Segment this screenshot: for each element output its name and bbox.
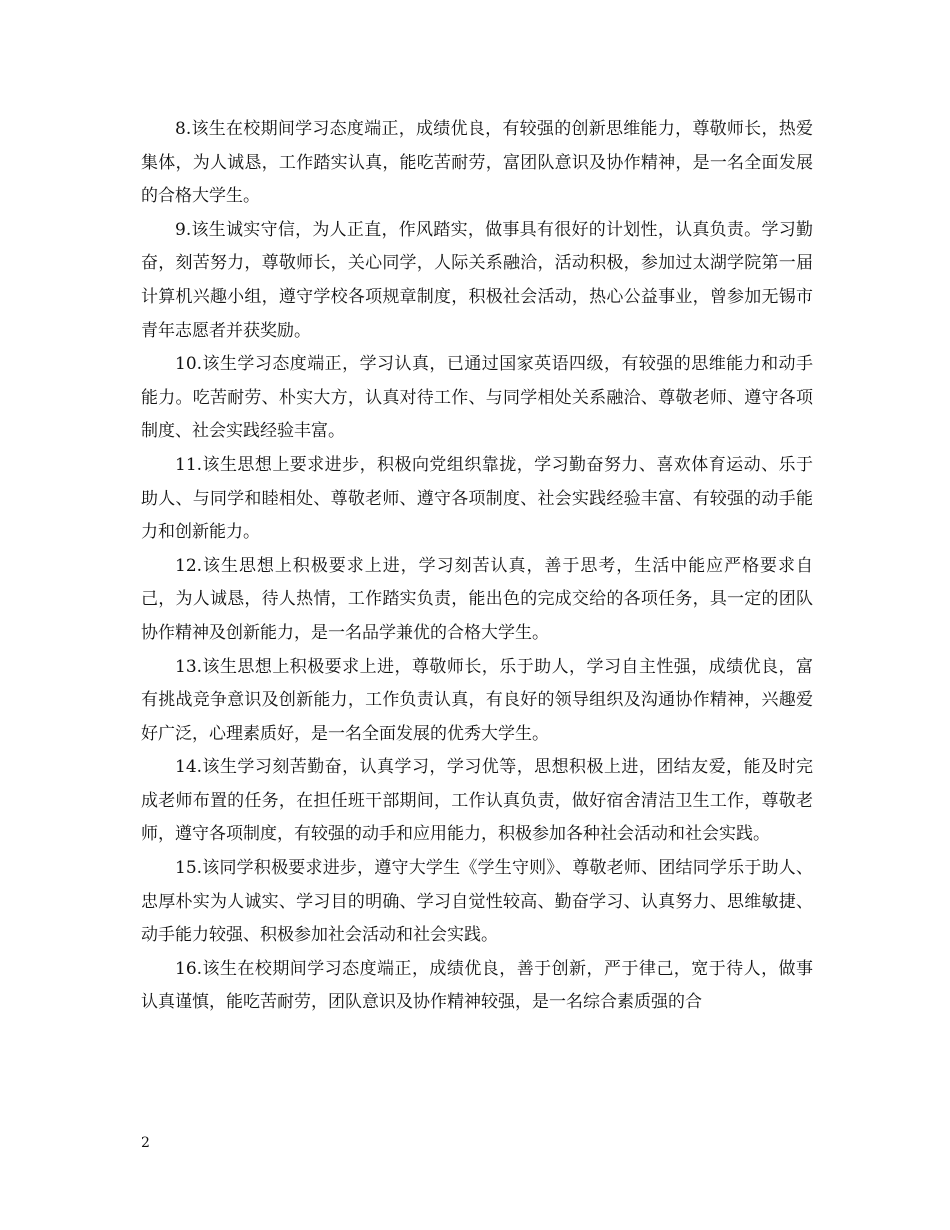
page-number: 2: [141, 1135, 150, 1151]
paragraph-10: 10.该生学习态度端正，学习认真，已通过国家英语四级，有较强的思维能力和动手能力。吃苦耐劳、朴实大方，认真对待工作、与同学相处关系融洽、尊敬老师、遵守各项制度、社会实践经验丰富。: [141, 354, 813, 442]
paragraph-8: 8.该生在校期间学习态度端正，成绩优良，有较强的创新思维能力，尊敬师长，热爱集体，为人诚恳，工作踏实认真，能吃苦耐劳，富团队意识及协作精神，是一名全面发展的合格大学生。: [141, 119, 813, 207]
paragraph-15: 15.该同学积极要求进步，遵守大学生《学生守则》、尊敬老师、团结同学乐于助人、忠厚朴实为人诚实、学习目的明确、学习自觉性较高、勤奋学习、认真努力、思维敏捷、动手能力较强、积极参加社会活动和社会实践。: [141, 858, 813, 946]
document-body: [141, 113, 813, 1020]
paragraph-16: 16.该生在校期间学习态度端正，成绩优良，善于创新，严于律己，宽于待人，做事认真谨慎，能吃苦耐劳，团队意识及协作精神较强，是一名综合素质强的合: [141, 958, 813, 1013]
paragraph-11: 11.该生思想上要求进步，积极向党组织靠拢，学习勤奋努力、喜欢体育运动、乐于助人、与同学和睦相处、尊敬老师、遵守各项制度、社会实践经验丰富、有较强的动手能力和创新能力。: [141, 454, 813, 543]
paragraph-12: 12.该生思想上积极要求上进，学习刻苦认真，善于思考，生活中能应严格要求自己，为人诚恳，待人热情，工作踏实负责，能出色的完成交给的各项任务，具一定的团队协作精神及创新能力，是一名品学兼优的合格大学生。: [141, 555, 813, 643]
paragraph-14: 14.该生学习刻苦勤奋，认真学习，学习优等，思想积极上进，团结友爱，能及时完成老师布置的任务，在担任班干部期间，工作认真负责，做好宿舍清洁卫生工作，尊敬老师，遵守各项制度，有较强的动手和应用能力，积极参加各种社会活动和社会实践。: [141, 757, 813, 845]
paragraph-13: 13.该生思想上积极要求上进，尊敬师长，乐于助人，学习自主性强，成绩优良，富有挑战竞争意识及创新能力，工作负责认真，有良好的领导组织及沟通协作精神，兴趣爱好广泛，心理素质好，是一名全面发展的优秀大学生。: [141, 656, 813, 744]
paragraph-9: 9.该生诚实守信，为人正直，作风踏实，做事具有很好的计划性，认真负责。学习勤奋，刻苦努力，尊敬师长，关心同学，人际关系融洽，活动积极，参加过太湖学院第一届计算机兴趣小组，遵守学校各项规章制度，积极社会活动，热心公益事业，曾参加无锡市青年志愿者并获奖励。: [141, 219, 813, 341]
